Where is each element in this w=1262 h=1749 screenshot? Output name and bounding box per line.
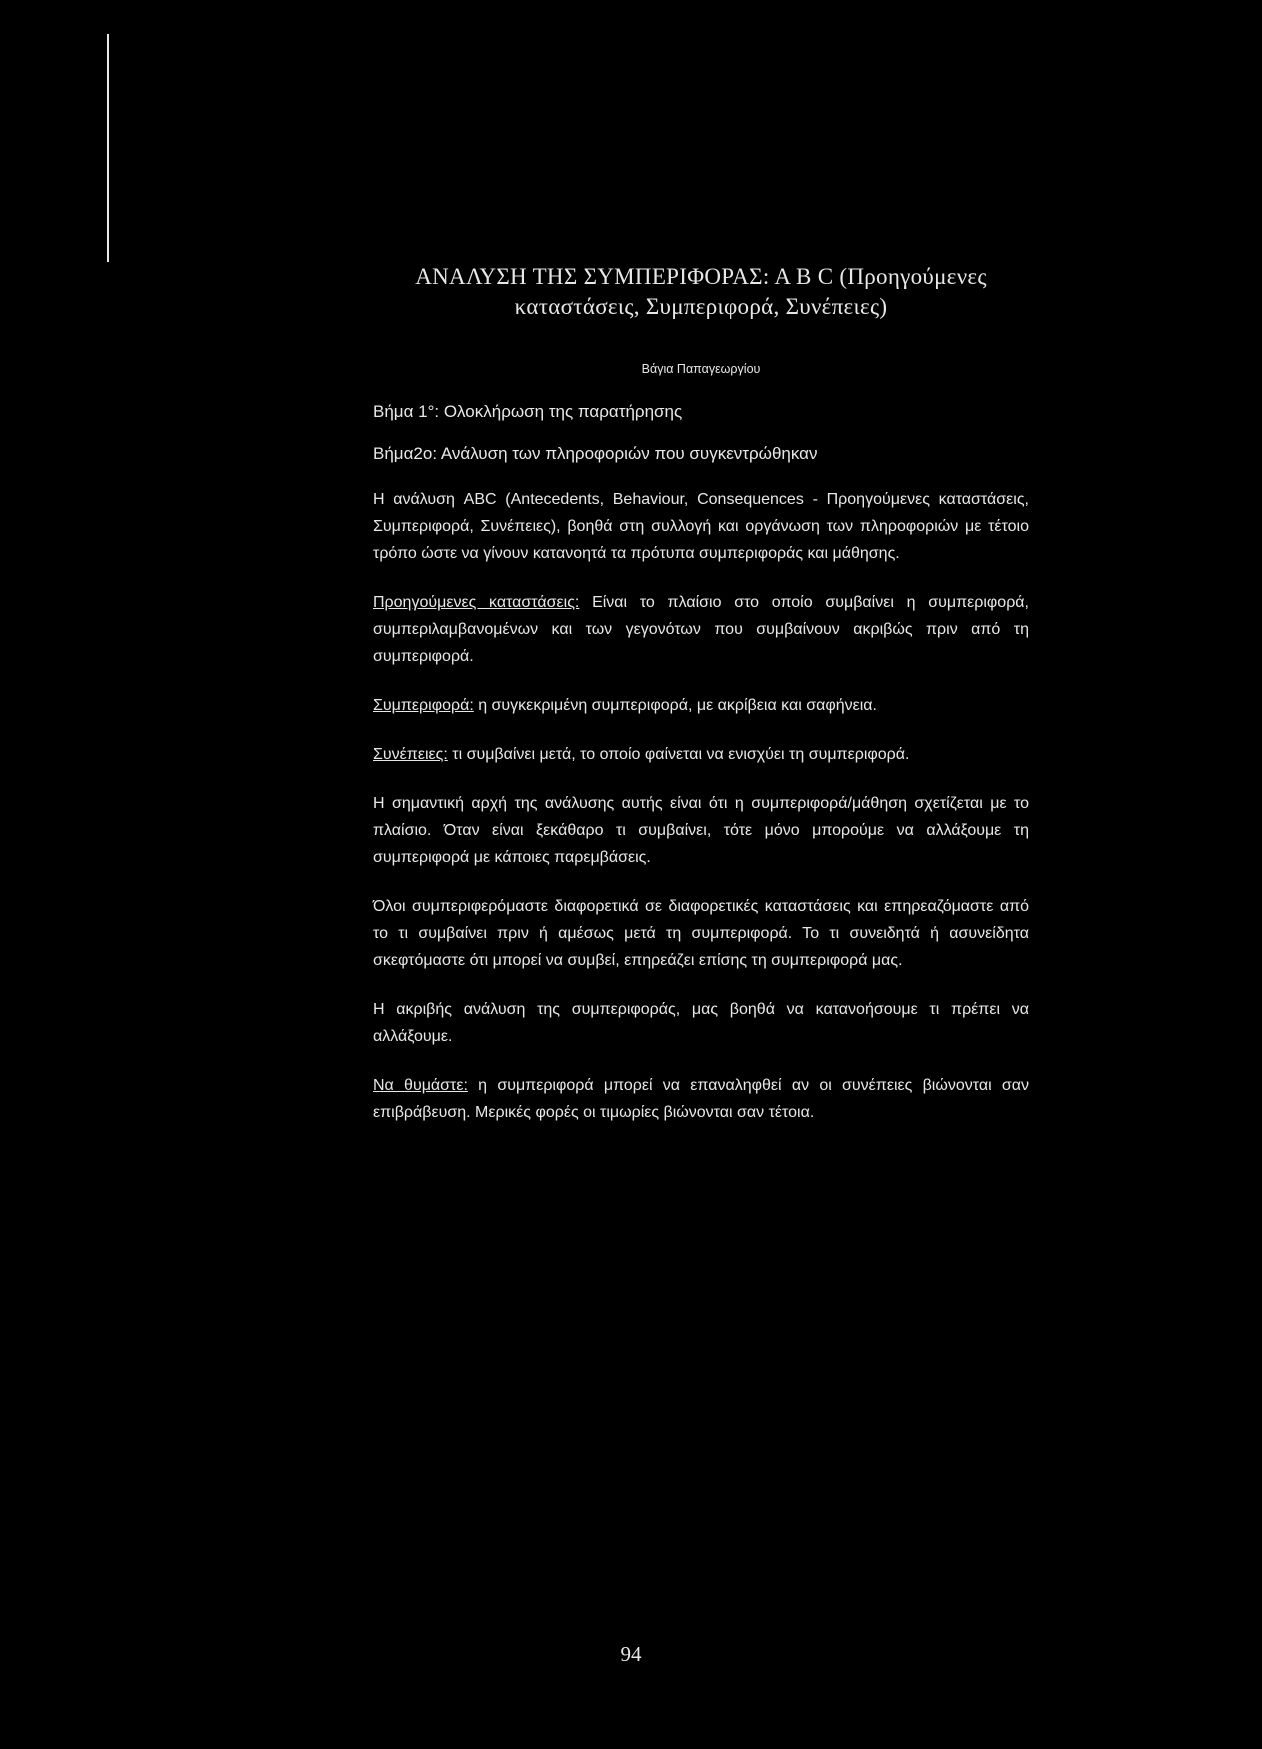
antecedents-definition: Είναι το πλαίσιο στο οποίο συμβαίνει η συμπεριφορά, συμπεριλαμβανομένων και των γεγονότων που συμβαίνουν ακριβώς πριν από τη συμπεριφορά. [373,594,1029,665]
remember-paragraph [373,1072,1029,1126]
antecedents-term: Προηγούμενες καταστάσεις: [373,594,580,611]
step-1-heading: Βήμα 1°: Ολοκλήρωση της παρατήρησης [373,402,683,421]
remember-term: Να θυμάστε: [373,1077,468,1094]
behaviour-definition: η συγκεκριμένη συμπεριφορά, με ακρίβεια και σαφήνεια. [473,697,877,714]
consequences-paragraph [373,741,1029,768]
author-name: Βάγια Παπαγεωργίου [641,362,761,376]
consequences-term: Συνέπειες: [373,746,448,763]
principle-paragraph: Η σημαντική αρχή της ανάλυσης αυτής είναι ότι η συμπεριφορά/μάθηση σχετίζεται με το πλαίσιο. Όταν είναι ξεκάθαρο τι συμβαίνει, τότε μόνο μπορούμε να αλλάξουμε τη συμπεριφορά με κάποιες παρεμβάσεις. [373,795,1029,866]
consequences-definition: τι συμβαίνει μετά, το οποίο φαίνεται να ενισχύει τη συμπεριφορά. [447,746,910,763]
scan-edge-line [107,34,109,262]
page-number: 94 [620,1642,642,1666]
intro-paragraph: Η ανάλυση ABC (Antecedents, Behaviour, Consequences - Προηγούμενες καταστάσεις, Συμπεριφορά, Συνέπειες), βοηθά στη συλλογή και οργάνωση των πληροφοριών με τέτοιο τρόπο ώστε να γίνουν κατανοητά τα πρότυπα συμπεριφοράς και μάθησης. [373,491,1029,562]
behaviour-paragraph [373,692,1029,719]
behaviour-term: Συμπεριφορά: [373,697,474,714]
situations-paragraph: Όλοι συμπεριφερόμαστε διαφορετικά σε διαφορετικές καταστάσεις και επηρεαζόμαστε από το τι συμβαίνει πριν ή αμέσως μετά τη συμπεριφορά. Το τι συνειδητά ή ασυνείδητα σκεφτόμαστε ότι μπορεί να συμβεί, επηρεάζει επίσης τη συμπεριφορά μας. [373,898,1029,969]
document-body [373,262,1029,1126]
remember-text: η συμπεριφορά μπορεί να επαναληφθεί αν οι συνέπειες βιώνονται σαν επιβράβευση. Μερικές φορές οι τιμωρίες βιώνονται σαν τέτοια. [373,1077,1030,1121]
step-2-heading: Βήμα2ο: Ανάλυση των πληροφοριών που συγκεντρώθηκαν [373,444,818,463]
antecedents-paragraph [373,589,1029,670]
accurate-analysis-paragraph: Η ακριβής ανάλυση της συμπεριφοράς, μας βοηθά να κατανοήσουμε τι πρέπει να αλλάξουμε. [373,1001,1029,1045]
document-title: ΑΝΑΛΥΣΗ ΤΗΣ ΣΥΜΠΕΡΙΦΟΡΑΣ: Α Β C (Προηγούμενες καταστάσεις, Συμπεριφορά, Συνέπειες) [415,264,987,319]
